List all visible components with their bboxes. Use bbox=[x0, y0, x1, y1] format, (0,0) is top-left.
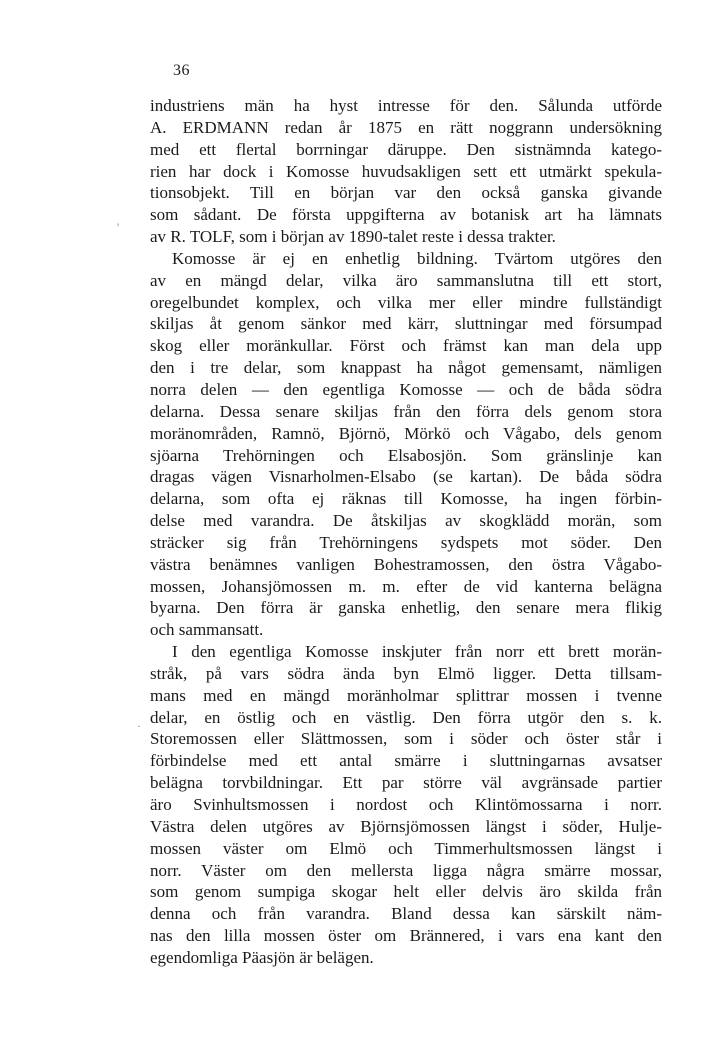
text-line: nas den lilla mossen öster om Brännered, i vars ena kant den bbox=[150, 926, 662, 946]
text-line: skiljas åt genom sänkor med kärr, sluttningar med försumpad bbox=[150, 314, 662, 334]
text-line: belägna torvbildningar. Ett par större väl avgränsade partier bbox=[150, 773, 662, 793]
text-line: sjöarna Trehörningen och Elsabosjön. Som gränslinje kan bbox=[150, 445, 662, 465]
margin-mark: ' bbox=[117, 220, 120, 234]
text-line: äro Svinhultsmossen i nordost och Klintömossarna i norr. bbox=[150, 795, 662, 814]
text-line: rien har dock i Komosse huvudsakligen sett ett utmärkt spekula- bbox=[150, 161, 662, 181]
text-line: stråk, på vars södra ända byn Elmö ligger. Detta tillsam- bbox=[150, 663, 662, 683]
paragraph bbox=[150, 641, 662, 969]
text-line: mossen, Johansjömossen m. m. efter de vid kanterna belägna bbox=[150, 576, 662, 596]
text-line: oregelbundet komplex, och vilka mer eller mindre fullständigt bbox=[150, 292, 662, 312]
text-line: av en mängd delar, vilka äro sammanslutna till ett stort, bbox=[150, 270, 662, 290]
text-line: egendomliga Päasjön är belägen. bbox=[150, 947, 374, 967]
text-line: Storemossen eller Slättmossen, som i söder och öster står i bbox=[150, 729, 662, 749]
text-line: norr. Väster om den mellersta ligga några smärre mossar, bbox=[150, 860, 662, 880]
text-line: byarna. Den förra är ganska enhetlig, den senare mera flikig bbox=[150, 598, 662, 618]
text-line: delarna, som ofta ej räknas till Komosse, ha ingen förbin- bbox=[150, 489, 662, 509]
text-line: A. ERDMANN redan år 1875 en rätt noggrann undersökning bbox=[150, 117, 662, 137]
text-line: dragas vägen Visnarholmen-Elsabo (se kartan). De båda södra bbox=[150, 467, 662, 487]
text-line: västra benämnes vanligen Bohestramossen, den östra Vågabo- bbox=[150, 554, 662, 574]
margin-mark: · bbox=[137, 719, 141, 733]
text-line: som sådant. De första uppgifterna av botanisk art ha lämnats bbox=[150, 205, 662, 225]
body-text bbox=[150, 95, 662, 969]
page-number: 36 bbox=[173, 62, 190, 79]
text-line: med ett flertal borrningar däruppe. Den sistnämnda katego- bbox=[150, 139, 662, 159]
text-line: Västra delen utgöres av Björnsjömossen längst i söder, Hulje- bbox=[150, 816, 662, 836]
text-line: tionsobjekt. Till en början var den också ganska givande bbox=[150, 183, 662, 203]
text-line: Komosse är ej en enhetlig bildning. Tvärtom utgöres den bbox=[172, 248, 662, 268]
text-line: av R. TOLF, som i början av 1890-talet reste i dessa trakter. bbox=[150, 227, 556, 247]
text-line: delar, en östlig och en västlig. Den förra utgör den s. k. bbox=[150, 707, 662, 727]
paragraph bbox=[150, 95, 662, 248]
paragraph bbox=[150, 248, 662, 641]
text-line: moränområden, Ramnö, Björnö, Mörkö och Vågabo, dels genom bbox=[150, 423, 662, 443]
text-line: norra delen — den egentliga Komosse — och de båda södra bbox=[150, 379, 662, 399]
text-line: mans med en mängd moränholmar splittrar mossen i tvenne bbox=[150, 685, 662, 705]
text-line: och sammansatt. bbox=[150, 620, 264, 640]
text-line: den i tre delar, som knappast ha något gemensamt, nämligen bbox=[150, 358, 662, 378]
text-line: industriens män ha hyst intresse för den. Sålunda utförde bbox=[150, 96, 662, 115]
text-line: delarna. Dessa senare skiljas från den förra dels genom stora bbox=[150, 401, 662, 421]
text-line: förbindelse med ett antal smärre i sluttningarnas avsatser bbox=[150, 751, 662, 771]
text-line: denna och från varandra. Bland dessa kan särskilt näm- bbox=[150, 904, 662, 924]
text-line: mossen väster om Elmö och Timmerhultsmossen längst i bbox=[150, 838, 662, 858]
text-line: sträcker sig från Trehörningens sydspets mot söder. Den bbox=[150, 532, 662, 552]
text-line: skog eller moränkullar. Först och främst kan man dela upp bbox=[150, 336, 662, 356]
text-line: delse med varandra. De åtskiljas av skogklädd morän, som bbox=[150, 511, 662, 531]
text-line: som genom sumpiga skogar helt eller delvis äro skilda från bbox=[150, 882, 662, 902]
text-line: I den egentliga Komosse inskjuter från norr ett brett morän- bbox=[172, 642, 662, 662]
